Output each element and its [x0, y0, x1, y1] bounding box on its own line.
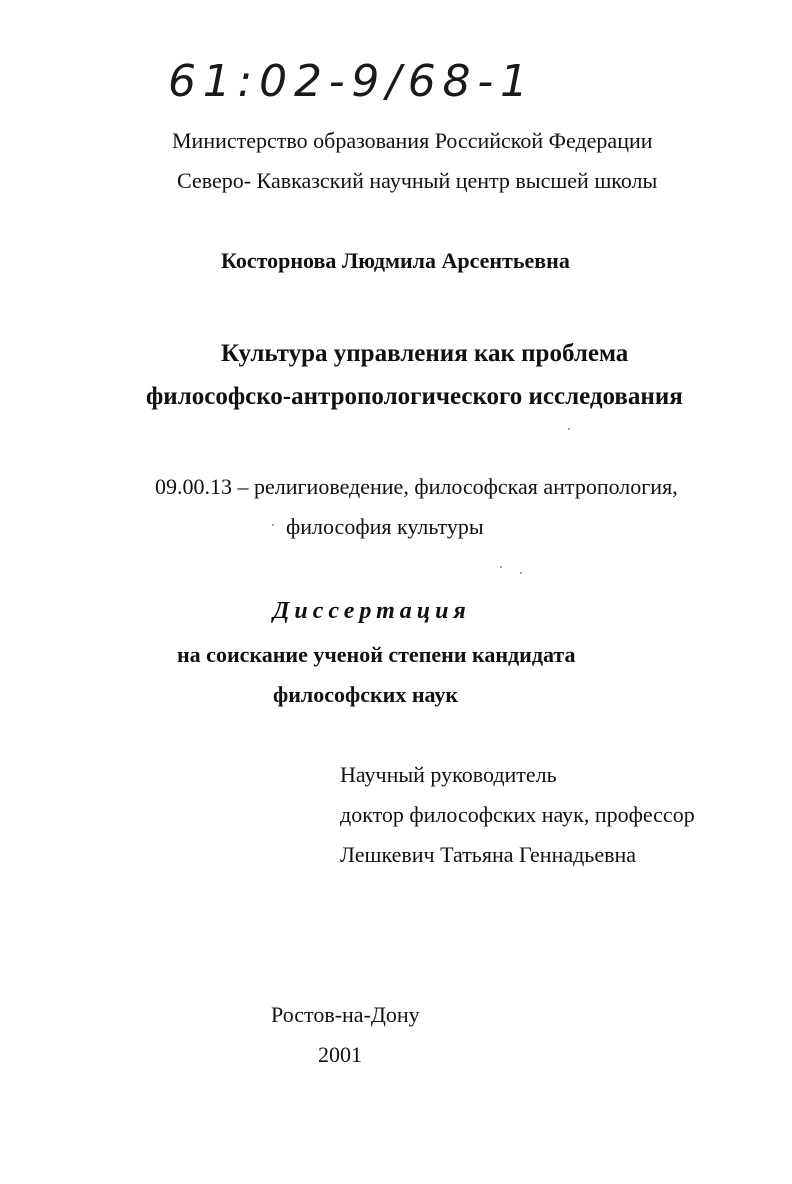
handwritten-archive-code [168, 44, 538, 114]
specialty-line-1: 09.00.13 – религиоведение, философская антропология, [155, 474, 678, 499]
title-line-1: Культура управления как проблема [221, 340, 629, 367]
year: 2001 [318, 1042, 362, 1067]
degree-line-1: на соискание ученой степени кандидата [177, 642, 576, 667]
ministry-line: Министерство образования Российской Федерации [172, 128, 653, 153]
supervisor-name: Лешкевич Татьяна Геннадьевна [340, 842, 637, 867]
research-center-line: Северо- Кавказский научный центр высшей школы [177, 168, 658, 193]
scan-speck [568, 428, 570, 430]
city: Ростов-на-Дону [271, 1002, 420, 1027]
scan-speck [272, 524, 274, 526]
degree-line-2: философских наук [273, 682, 459, 707]
specialty-line-2: философия культуры [286, 514, 484, 539]
work-type-heading: Диссертация [273, 598, 471, 624]
archive-code-text: 61:02-9/68-1 [168, 56, 528, 107]
supervisor-degree: доктор философских наук, профессор [340, 802, 695, 827]
supervisor-label: Научный руководитель [340, 762, 557, 787]
title-line-2: философско-антропологического исследования [146, 383, 683, 410]
scan-speck [520, 572, 522, 574]
author-name: Косторнова Людмила Арсентьевна [221, 248, 570, 273]
scan-speck [500, 566, 502, 568]
